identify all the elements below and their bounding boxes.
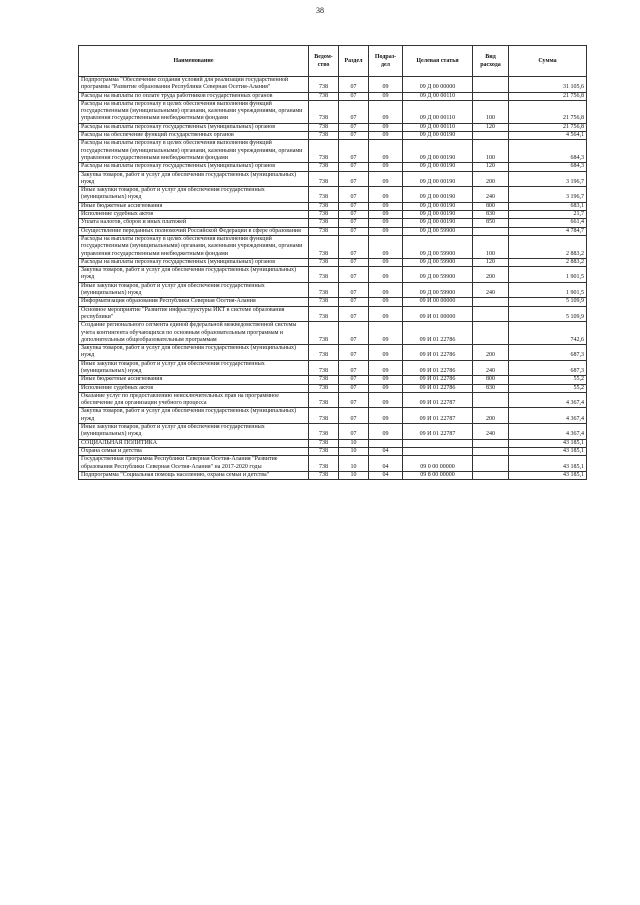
cell-podrazdel: 09 <box>369 211 403 219</box>
cell-vid <box>473 77 509 93</box>
table-row <box>79 322 587 345</box>
cell-vid: 240 <box>473 282 509 298</box>
cell-celevaya: 09 И 01 22787 <box>403 408 473 424</box>
cell-podrazdel: 09 <box>369 235 403 258</box>
cell-vid: 800 <box>473 376 509 384</box>
cell-podrazdel: 09 <box>369 100 403 123</box>
cell-name: Расходы на выплаты персоналу в целях обеспечения выполнения функций государственными (муниципальными) органами, казенными учреждениями, органами управления государственными внебюджетными фондами <box>79 140 309 163</box>
cell-summa: 1 901,5 <box>509 282 587 298</box>
cell-razdel: 07 <box>339 392 369 408</box>
cell-vid: 850 <box>473 219 509 227</box>
table-row <box>79 258 587 266</box>
cell-podrazdel: 09 <box>369 360 403 376</box>
cell-celevaya: 09 И 01 22786 <box>403 322 473 345</box>
cell-summa: 684,3 <box>509 140 587 163</box>
cell-summa: 1 901,5 <box>509 267 587 283</box>
cell-summa: 43 185,1 <box>509 439 587 447</box>
cell-summa: 5 109,9 <box>509 306 587 322</box>
table-row <box>79 384 587 392</box>
cell-vid: 100 <box>473 140 509 163</box>
cell-vid: 830 <box>473 384 509 392</box>
cell-vid: 200 <box>473 171 509 187</box>
cell-razdel: 07 <box>339 345 369 361</box>
cell-celevaya: 09 И 00 00000 <box>403 298 473 306</box>
table-row <box>79 123 587 131</box>
cell-name: Основное мероприятие "Развитие инфраструктуры ИКТ в системе образования республики" <box>79 306 309 322</box>
cell-vid <box>473 306 509 322</box>
cell-summa: 4 367,4 <box>509 392 587 408</box>
cell-ved: 738 <box>309 345 339 361</box>
cell-name: Иные бюджетные ассигнования <box>79 202 309 210</box>
cell-podrazdel: 09 <box>369 306 403 322</box>
cell-razdel: 07 <box>339 235 369 258</box>
cell-name: Иные закупки товаров, работ и услуг для обеспечения государственных (муниципальных) нужд <box>79 187 309 203</box>
cell-vid: 800 <box>473 202 509 210</box>
cell-summa: 21 756,8 <box>509 123 587 131</box>
cell-celevaya: 09 0 00 00000 <box>403 456 473 472</box>
cell-name: Закупка товаров, работ и услуг для обеспечения государственных (муниципальных) нужд <box>79 267 309 283</box>
cell-vid <box>473 447 509 455</box>
cell-celevaya: 09 Д 00 00190 <box>403 187 473 203</box>
cell-celevaya: 09 Д 00 00190 <box>403 171 473 187</box>
cell-name: Иные бюджетные ассигнования <box>79 376 309 384</box>
cell-vid <box>473 471 509 479</box>
table-row <box>79 140 587 163</box>
table-row <box>79 163 587 171</box>
cell-ved: 738 <box>309 439 339 447</box>
cell-name: Расходы на выплаты персоналу государственных (муниципальных) органов <box>79 163 309 171</box>
cell-ved: 738 <box>309 282 339 298</box>
cell-ved: 738 <box>309 408 339 424</box>
cell-podrazdel: 09 <box>369 424 403 440</box>
table-row <box>79 219 587 227</box>
cell-summa: 43 185,1 <box>509 471 587 479</box>
cell-podrazdel: 09 <box>369 267 403 283</box>
cell-razdel: 07 <box>339 384 369 392</box>
table-row <box>79 211 587 219</box>
cell-razdel: 07 <box>339 77 369 93</box>
cell-ved: 738 <box>309 267 339 283</box>
table-row <box>79 408 587 424</box>
cell-vid: 240 <box>473 360 509 376</box>
table-row <box>79 171 587 187</box>
cell-celevaya: 09 Д 00 00110 <box>403 92 473 100</box>
table-row <box>79 235 587 258</box>
cell-celevaya: 09 Д 00 59900 <box>403 258 473 266</box>
cell-name: Иные закупки товаров, работ и услуг для обеспечения государственных (муниципальных) нужд <box>79 282 309 298</box>
cell-ved: 738 <box>309 77 339 93</box>
cell-name: Охрана семьи и детства <box>79 447 309 455</box>
cell-summa: 5 109,9 <box>509 298 587 306</box>
cell-name: Оказание услуг по предоставлению неисключительных прав на программное обеспечение для организации учебного процесса <box>79 392 309 408</box>
cell-summa: 21,7 <box>509 211 587 219</box>
cell-celevaya: 09 И 01 22786 <box>403 360 473 376</box>
cell-razdel: 07 <box>339 306 369 322</box>
cell-razdel: 07 <box>339 132 369 140</box>
cell-ved: 738 <box>309 187 339 203</box>
table-row <box>79 345 587 361</box>
cell-celevaya: 09 И 01 00000 <box>403 306 473 322</box>
cell-summa: 31 105,6 <box>509 77 587 93</box>
cell-podrazdel: 09 <box>369 408 403 424</box>
cell-celevaya: 09 Д 00 00190 <box>403 163 473 171</box>
cell-ved: 738 <box>309 123 339 131</box>
cell-summa: 3 196,7 <box>509 187 587 203</box>
cell-vid: 200 <box>473 267 509 283</box>
cell-summa: 683,1 <box>509 202 587 210</box>
cell-celevaya: 09 И 01 22786 <box>403 384 473 392</box>
cell-podrazdel: 09 <box>369 376 403 384</box>
cell-summa: 21 756,8 <box>509 100 587 123</box>
cell-ved: 738 <box>309 456 339 472</box>
cell-podrazdel: 09 <box>369 322 403 345</box>
cell-summa: 2 883,2 <box>509 258 587 266</box>
cell-ved: 738 <box>309 360 339 376</box>
cell-ved: 738 <box>309 163 339 171</box>
cell-ved: 738 <box>309 171 339 187</box>
cell-name: Исполнение судебных актов <box>79 211 309 219</box>
cell-celevaya: 09 Д 00 00110 <box>403 100 473 123</box>
table-row <box>79 187 587 203</box>
cell-name: Иные закупки товаров, работ и услуг для обеспечения государственных (муниципальных) нужд <box>79 424 309 440</box>
cell-summa: 687,3 <box>509 345 587 361</box>
cell-summa: 4 367,4 <box>509 408 587 424</box>
cell-summa: 2 883,2 <box>509 235 587 258</box>
cell-razdel: 07 <box>339 92 369 100</box>
cell-podrazdel: 09 <box>369 187 403 203</box>
cell-celevaya: 09 Д 00 59900 <box>403 235 473 258</box>
cell-celevaya: 09 Д 00 00190 <box>403 140 473 163</box>
cell-vid: 120 <box>473 123 509 131</box>
cell-name: Расходы на выплаты персоналу государственных (муниципальных) органов <box>79 258 309 266</box>
table-row <box>79 100 587 123</box>
cell-name: Расходы на обеспечение функций государственных органов <box>79 132 309 140</box>
header-name: Наименование <box>79 46 309 77</box>
cell-summa: 687,3 <box>509 360 587 376</box>
table-row <box>79 92 587 100</box>
cell-vid: 100 <box>473 100 509 123</box>
cell-ved: 738 <box>309 219 339 227</box>
cell-razdel: 07 <box>339 408 369 424</box>
cell-razdel: 07 <box>339 282 369 298</box>
table-row <box>79 267 587 283</box>
table-body <box>79 77 587 480</box>
cell-podrazdel: 09 <box>369 163 403 171</box>
cell-vid: 830 <box>473 211 509 219</box>
cell-podrazdel: 09 <box>369 282 403 298</box>
cell-vid <box>473 298 509 306</box>
cell-ved: 738 <box>309 306 339 322</box>
cell-razdel: 10 <box>339 439 369 447</box>
cell-podrazdel: 09 <box>369 345 403 361</box>
cell-razdel: 07 <box>339 298 369 306</box>
cell-name: Информатизация образования Республики Северная Осетия-Алания <box>79 298 309 306</box>
table-row <box>79 439 587 447</box>
cell-name: Государственная программа Республики Северная Осетия-Алания "Развитие образования Республики Северная Осетия-Алания" на 2017-2020 годы <box>79 456 309 472</box>
header-vid: Вид расхода <box>473 46 509 77</box>
cell-razdel: 07 <box>339 219 369 227</box>
cell-vid <box>473 92 509 100</box>
cell-celevaya: 09 И 01 22787 <box>403 392 473 408</box>
cell-razdel: 10 <box>339 471 369 479</box>
cell-celevaya: 09 Д 00 00000 <box>403 77 473 93</box>
cell-vid: 200 <box>473 408 509 424</box>
cell-celevaya: 09 8 00 00000 <box>403 471 473 479</box>
cell-razdel: 07 <box>339 424 369 440</box>
cell-celevaya: 09 Д 00 00190 <box>403 132 473 140</box>
cell-ved: 738 <box>309 298 339 306</box>
cell-ved: 738 <box>309 100 339 123</box>
cell-podrazdel: 09 <box>369 140 403 163</box>
cell-name: Исполнение судебных актов <box>79 384 309 392</box>
cell-summa: 21 756,8 <box>509 92 587 100</box>
cell-celevaya: 09 И 01 22786 <box>403 376 473 384</box>
cell-ved: 738 <box>309 392 339 408</box>
cell-ved: 738 <box>309 447 339 455</box>
header-celevaya: Целевая статья <box>403 46 473 77</box>
cell-razdel: 07 <box>339 171 369 187</box>
cell-name: Расходы на выплаты персоналу государственных (муниципальных) органов <box>79 123 309 131</box>
cell-razdel: 07 <box>339 123 369 131</box>
header-ved: Ведом-ство <box>309 46 339 77</box>
cell-ved: 738 <box>309 235 339 258</box>
cell-ved: 738 <box>309 202 339 210</box>
table-row <box>79 227 587 235</box>
cell-name: Расходы на выплаты по оплате труда работников государственных органов <box>79 92 309 100</box>
cell-ved: 738 <box>309 322 339 345</box>
cell-razdel: 07 <box>339 376 369 384</box>
cell-ved: 738 <box>309 211 339 219</box>
header-podrazdel: Подраз-дел <box>369 46 403 77</box>
cell-podrazdel: 09 <box>369 77 403 93</box>
cell-celevaya: 09 Д 00 00190 <box>403 202 473 210</box>
cell-celevaya: 09 Д 00 59900 <box>403 267 473 283</box>
cell-celevaya: 09 Д 00 00190 <box>403 219 473 227</box>
cell-name: СОЦИАЛЬНАЯ ПОЛИТИКА <box>79 439 309 447</box>
cell-name: Расходы на выплаты персоналу в целях обеспечения выполнения функций государственными (муниципальными) органами, казенными учреждениями, органами управления государственными внебюджетными фондами <box>79 235 309 258</box>
cell-celevaya: 09 Д 00 59900 <box>403 282 473 298</box>
cell-summa: 4 367,4 <box>509 424 587 440</box>
table-row <box>79 132 587 140</box>
table-row <box>79 360 587 376</box>
cell-celevaya: 09 Д 00 00190 <box>403 211 473 219</box>
cell-vid: 120 <box>473 258 509 266</box>
cell-ved: 738 <box>309 132 339 140</box>
cell-name: Создание регионального сегмента единой федеральной межведомственной системы учета контингента обучающихся по основным образовательным программам и дополнительным общеобразовательным программам <box>79 322 309 345</box>
cell-name: Осуществление переданных полномочий Российской Федерации в сфере образования <box>79 227 309 235</box>
cell-summa: 4 564,1 <box>509 132 587 140</box>
cell-podrazdel: 09 <box>369 92 403 100</box>
cell-celevaya: 09 И 01 22787 <box>403 424 473 440</box>
cell-vid <box>473 392 509 408</box>
header-summa: Сумма <box>509 46 587 77</box>
cell-podrazdel: 09 <box>369 298 403 306</box>
table-row <box>79 456 587 472</box>
cell-ved: 738 <box>309 140 339 163</box>
cell-ved: 738 <box>309 227 339 235</box>
table-header-row <box>79 46 587 77</box>
cell-vid: 100 <box>473 235 509 258</box>
table-row <box>79 306 587 322</box>
cell-razdel: 07 <box>339 211 369 219</box>
cell-razdel: 07 <box>339 227 369 235</box>
header-razdel: Раздел <box>339 46 369 77</box>
cell-name: Подпрограмма "Обеспечение создания условий для реализации государственной программы "Развитие образования Республики Северная Осетия-Алания" <box>79 77 309 93</box>
cell-vid: 200 <box>473 345 509 361</box>
cell-name: Закупка товаров, работ и услуг для обеспечения государственных (муниципальных) нужд <box>79 408 309 424</box>
budget-table <box>78 45 587 480</box>
cell-ved: 738 <box>309 384 339 392</box>
cell-summa: 4 784,7 <box>509 227 587 235</box>
cell-podrazdel: 04 <box>369 456 403 472</box>
cell-podrazdel: 09 <box>369 202 403 210</box>
table-row <box>79 447 587 455</box>
cell-summa: 43 185,1 <box>509 456 587 472</box>
cell-ved: 738 <box>309 424 339 440</box>
table-row <box>79 392 587 408</box>
cell-podrazdel <box>369 439 403 447</box>
cell-summa: 684,3 <box>509 163 587 171</box>
table-row <box>79 424 587 440</box>
cell-celevaya: 09 И 01 22786 <box>403 345 473 361</box>
table-row <box>79 77 587 93</box>
cell-vid: 240 <box>473 187 509 203</box>
table-row <box>79 376 587 384</box>
cell-razdel: 07 <box>339 322 369 345</box>
cell-razdel: 07 <box>339 267 369 283</box>
cell-ved: 738 <box>309 471 339 479</box>
cell-podrazdel: 09 <box>369 219 403 227</box>
cell-summa: 43 185,1 <box>509 447 587 455</box>
cell-razdel: 07 <box>339 360 369 376</box>
cell-razdel: 10 <box>339 447 369 455</box>
cell-podrazdel: 09 <box>369 392 403 408</box>
cell-vid <box>473 227 509 235</box>
cell-podrazdel: 09 <box>369 132 403 140</box>
cell-ved: 738 <box>309 92 339 100</box>
cell-summa: 55,2 <box>509 384 587 392</box>
cell-vid <box>473 439 509 447</box>
cell-vid <box>473 322 509 345</box>
cell-podrazdel: 04 <box>369 447 403 455</box>
cell-vid <box>473 456 509 472</box>
cell-name: Уплата налогов, сборов и иных платежей <box>79 219 309 227</box>
table-row <box>79 471 587 479</box>
cell-podrazdel: 09 <box>369 123 403 131</box>
cell-summa: 3 196,7 <box>509 171 587 187</box>
cell-ved: 738 <box>309 258 339 266</box>
cell-celevaya: 09 Д 00 59900 <box>403 227 473 235</box>
cell-name: Иные закупки товаров, работ и услуг для обеспечения государственных (муниципальных) нужд <box>79 360 309 376</box>
cell-razdel: 10 <box>339 456 369 472</box>
cell-razdel: 07 <box>339 140 369 163</box>
page-number: 38 <box>316 6 324 15</box>
cell-vid <box>473 132 509 140</box>
cell-podrazdel: 09 <box>369 258 403 266</box>
cell-summa: 55,2 <box>509 376 587 384</box>
cell-podrazdel: 09 <box>369 384 403 392</box>
table-row <box>79 282 587 298</box>
cell-name: Закупка товаров, работ и услуг для обеспечения государственных (муниципальных) нужд <box>79 171 309 187</box>
cell-podrazdel: 04 <box>369 471 403 479</box>
cell-summa: 661,4 <box>509 219 587 227</box>
cell-podrazdel: 09 <box>369 171 403 187</box>
cell-razdel: 07 <box>339 258 369 266</box>
table-row <box>79 202 587 210</box>
cell-podrazdel: 09 <box>369 227 403 235</box>
cell-vid: 120 <box>473 163 509 171</box>
cell-ved: 738 <box>309 376 339 384</box>
cell-celevaya <box>403 447 473 455</box>
table-row <box>79 298 587 306</box>
cell-vid: 240 <box>473 424 509 440</box>
cell-razdel: 07 <box>339 100 369 123</box>
cell-razdel: 07 <box>339 202 369 210</box>
cell-name: Расходы на выплаты персоналу в целях обеспечения выполнения функций государственными (муниципальными) органами, казенными учреждениями, органами управления государственными внебюджетными фондами <box>79 100 309 123</box>
cell-name: Закупка товаров, работ и услуг для обеспечения государственных (муниципальных) нужд <box>79 345 309 361</box>
cell-celevaya <box>403 439 473 447</box>
cell-razdel: 07 <box>339 163 369 171</box>
cell-summa: 742,6 <box>509 322 587 345</box>
cell-name: Подпрограмма "Социальная помощь населению, охрана семьи и детства" <box>79 471 309 479</box>
cell-celevaya: 09 Д 00 00110 <box>403 123 473 131</box>
cell-razdel: 07 <box>339 187 369 203</box>
